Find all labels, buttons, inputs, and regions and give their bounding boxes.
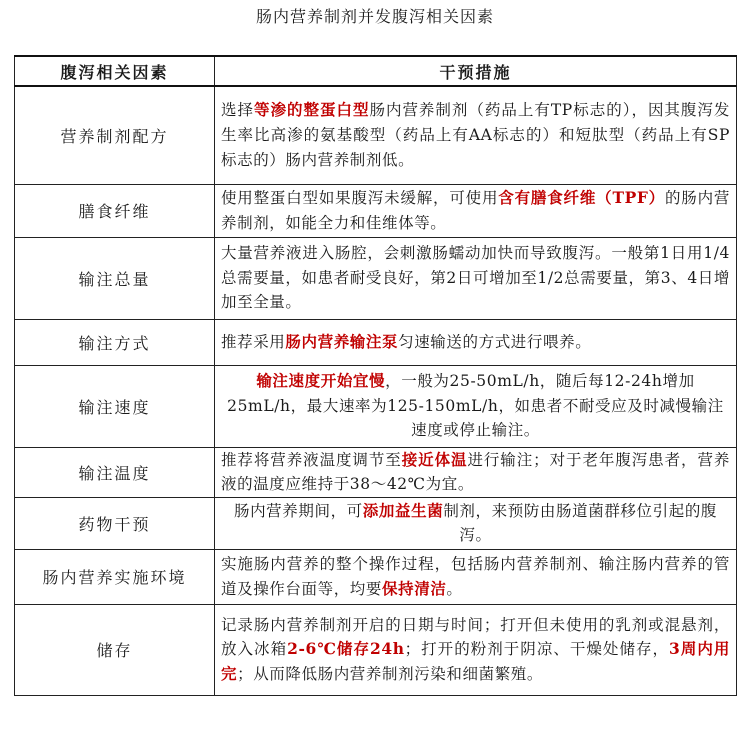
measure-cell xyxy=(215,86,737,184)
measure-text: 的肠内营养制剂，如能全力和佳维体等。 xyxy=(221,188,730,232)
table-row xyxy=(15,497,737,549)
header-measure: 干预措施 xyxy=(215,56,737,86)
measure-text: 进行输注；对于老年腹泻患者，营养液的温度应维持于38～42℃为宜。 xyxy=(221,450,730,494)
highlighted-text: 3周内用完 xyxy=(221,639,730,683)
measure-text: 肠内营养制剂（药品上有TP标志的），因其腹泻发生率比高渗的氨基酸型（药品上有AA标志的）和短肽型（药品上有SP标志的）肠内营养制剂低。 xyxy=(221,101,731,169)
factor-cell: 输注方式 xyxy=(15,319,215,365)
measure-text: 选择 xyxy=(221,101,254,120)
measure-text: 肠内营养期间，可 xyxy=(233,501,363,520)
measure-cell xyxy=(215,447,737,497)
factor-cell: 输注温度 xyxy=(15,447,215,497)
factor-cell: 药物干预 xyxy=(15,497,215,549)
highlighted-text: 2-6℃储存24h xyxy=(287,639,405,659)
table-row xyxy=(15,549,737,604)
factor-cell: 营养制剂配方 xyxy=(15,86,215,184)
measure-cell xyxy=(215,549,737,604)
measure-text: 实施肠内营养的整个操作过程，包括肠内营养制剂、输注肠内营养的管道及操作台面等，均要 xyxy=(221,555,730,598)
table-row xyxy=(15,86,737,184)
factors-table xyxy=(14,55,737,696)
measure-text: 。 xyxy=(446,579,463,598)
highlighted-text: 输注速度开始宜慢 xyxy=(256,371,386,391)
table-row xyxy=(15,184,737,237)
table-row xyxy=(15,604,737,695)
highlighted-text: 保持清洁 xyxy=(382,578,447,598)
table-row xyxy=(15,237,737,319)
measure-cell xyxy=(215,604,737,695)
highlighted-text: 含有膳食纤维（TPF） xyxy=(498,187,665,207)
measure-cell xyxy=(215,497,737,549)
measure-text: 推荐将营养液温度调节至 xyxy=(221,450,402,469)
measure-cell xyxy=(215,184,737,237)
measure-text: 记录肠内营养制剂开启的日期与时间；打开但未使用的乳剂或混悬剂，放入冰箱 xyxy=(221,615,730,659)
measure-text: 大量营养液进入肠腔，会刺激肠蠕动加快而导致腹泻。一般第1日用1/4总需要量，如患者耐受良好，第2日可增加至1/2总需要量，第3、4日增加至全量。 xyxy=(221,244,730,312)
document-title: 肠内营养制剂并发腹泻相关因素 xyxy=(255,7,494,26)
highlighted-text: 添加益生菌 xyxy=(362,500,444,520)
factor-cell: 输注速度 xyxy=(15,365,215,447)
measure-text: 推荐采用 xyxy=(221,332,286,351)
table-body xyxy=(15,86,737,695)
measure-cell xyxy=(215,365,737,447)
measure-text: ；打开的粉剂于阴凉、干燥处储存， xyxy=(404,640,670,659)
factor-cell: 输注总量 xyxy=(15,237,215,319)
table-row xyxy=(15,319,737,365)
measure-cell xyxy=(215,319,737,365)
table-row xyxy=(15,365,737,447)
highlighted-text: 接近体温 xyxy=(401,449,468,469)
header-factor: 腹泻相关因素 xyxy=(15,56,215,86)
measure-text: 使用整蛋白型如果腹泻未缓解，可使用 xyxy=(221,188,499,207)
factor-cell: 储存 xyxy=(15,604,215,695)
measure-text: ，一般为25-50mL/h，随后每12-24h增加25mL/h，最大速率为125-150mL/h，如患者不耐受应及时减慢输注速度或停止输注。 xyxy=(227,372,724,440)
measure-text: 制剂，来预防由肠道菌群移位引起的腹泻。 xyxy=(443,501,718,545)
table-row xyxy=(15,447,737,497)
highlighted-text: 等渗的整蛋白型 xyxy=(254,100,370,120)
measure-cell xyxy=(215,237,737,319)
measure-text: ；从而降低肠内营养制剂污染和细菌繁殖。 xyxy=(237,664,544,683)
table-header-row xyxy=(15,56,737,86)
highlighted-text: 肠内营养输注泵 xyxy=(285,331,399,351)
factor-cell: 肠内营养实施环境 xyxy=(15,549,215,604)
factor-cell: 膳食纤维 xyxy=(15,184,215,237)
measure-text: 匀速输送的方式进行喂养。 xyxy=(398,332,592,351)
